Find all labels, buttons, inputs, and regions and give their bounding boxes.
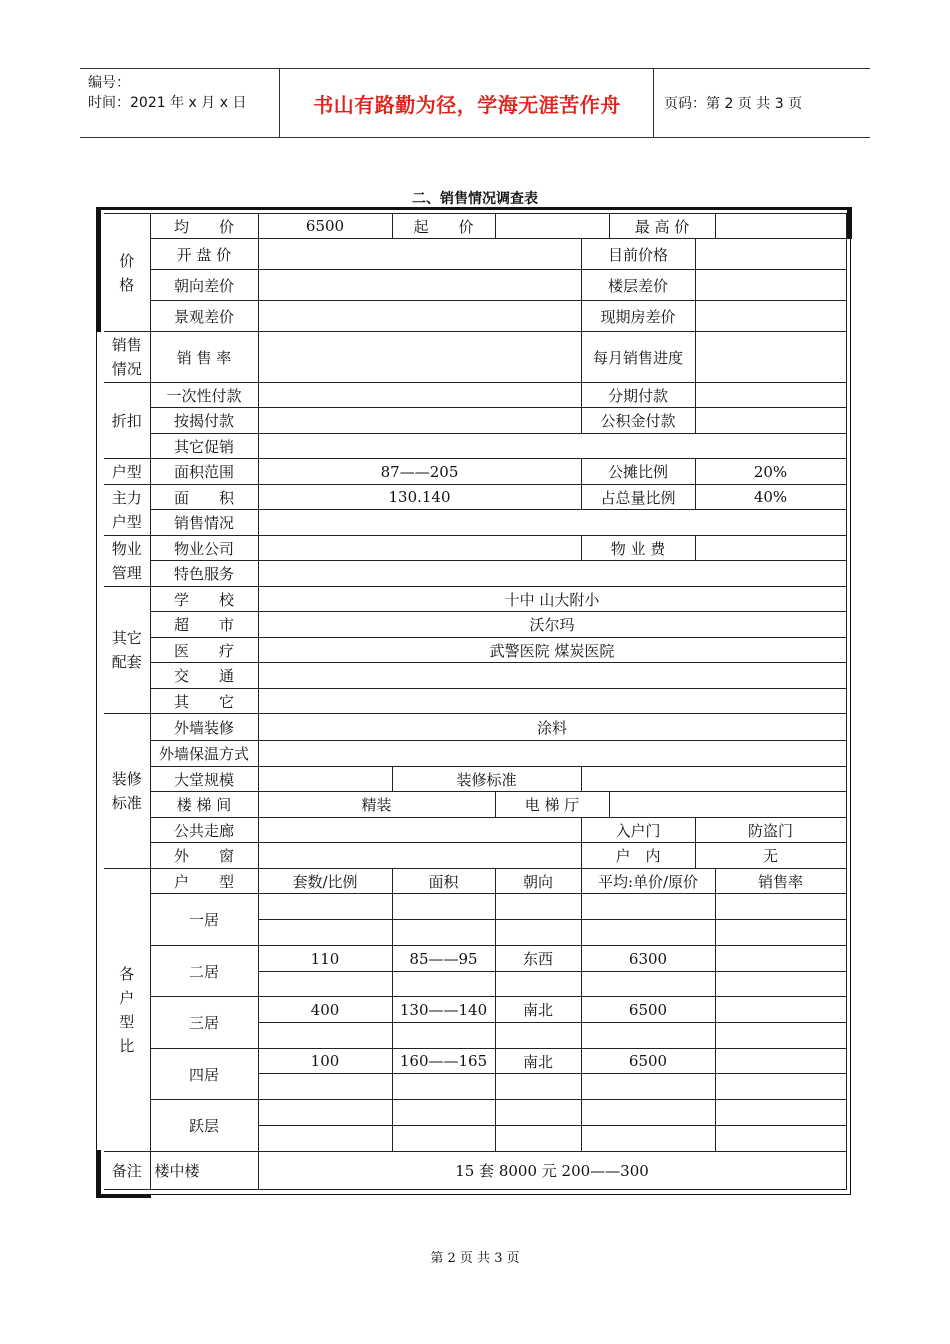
type-count: 400: [258, 997, 392, 1023]
header-motto-cell: [281, 69, 654, 137]
types-col-header: 户 型: [150, 869, 258, 894]
total-ratio-value: 40%: [695, 485, 846, 510]
sales-survey-table: [104, 213, 847, 1190]
decoration-standard-label: 装修标准: [392, 767, 581, 792]
type-price: 6500: [581, 997, 715, 1023]
main-area-value: 130.140: [258, 485, 581, 510]
time-label: 时间：2021 年 x 月 x 日: [88, 95, 247, 111]
type-rate: [715, 1049, 846, 1074]
types-section-label: 各 户 型 比: [104, 869, 150, 1152]
type-rate: [715, 946, 846, 972]
decoration-row-1: [104, 714, 846, 741]
frame-bar-right-top: [847, 207, 852, 239]
property-fee-label: 物 业 费: [581, 536, 695, 561]
lump-sum-label: 一次性付款: [150, 383, 258, 408]
page-header: [80, 68, 870, 138]
property-row-2: [104, 561, 846, 587]
facilities-section-label: 其它 配套: [104, 587, 150, 714]
installment-label: 分期付款: [581, 383, 695, 408]
property-row-1: [104, 536, 846, 561]
frame-bar-top: [96, 207, 851, 210]
facility-label: 交 通: [150, 663, 258, 689]
types-col-header: 平均:单价/原价: [581, 869, 715, 894]
type-row: [104, 1100, 846, 1126]
area-range-value: 87——205: [258, 459, 581, 485]
open-price-label: 开 盘 价: [150, 239, 258, 270]
type-row: [104, 1049, 846, 1074]
price-row-4: [104, 301, 846, 332]
type-row: [104, 946, 846, 972]
decoration-section-label: 装修 标准: [104, 714, 150, 869]
frame-bar-left-top: [96, 207, 101, 332]
property-section-label: 物业 管理: [104, 536, 150, 587]
view-price-value: [258, 301, 581, 332]
discount-row-3: [104, 434, 846, 459]
sales-rate-value: [258, 332, 581, 383]
type-count: [258, 1100, 392, 1126]
types-header-row: [104, 869, 846, 894]
facility-label: 其 它: [150, 689, 258, 714]
main-sales-label: 销售情况: [150, 510, 258, 536]
avg-price-label: 均 价: [150, 214, 258, 239]
type-price: 6300: [581, 946, 715, 972]
mortgage-value: [258, 408, 581, 434]
price-section-label: 价 格: [104, 214, 150, 332]
type-row: [104, 997, 846, 1023]
type-count: [258, 894, 392, 920]
type-area: [392, 894, 495, 920]
sales-section-label: 销售 情况: [104, 332, 150, 383]
stairwell-label: 楼 梯 间: [150, 792, 258, 818]
fund-label: 公积金付款: [581, 408, 695, 434]
facility-value: 武警医院 煤炭医院: [258, 638, 846, 663]
types-col-header: 面积: [392, 869, 495, 894]
other-promo-value: [258, 434, 846, 459]
facility-label: 超 市: [150, 612, 258, 638]
type-orient: 南北: [495, 997, 581, 1023]
floor-price-label: 楼层差价: [581, 270, 695, 301]
type-orient: 南北: [495, 1049, 581, 1074]
indoor-value: 无: [695, 843, 846, 869]
main-type-section-label: 主力 户型: [104, 485, 150, 536]
frame-bar-bottom: [96, 1194, 151, 1198]
avg-price-value: 6500: [258, 214, 392, 239]
window-label: 外 窗: [150, 843, 258, 869]
facility-row: [104, 638, 846, 663]
decoration-row-3: [104, 767, 846, 792]
type-area: 160——165: [392, 1049, 495, 1074]
orient-price-value: [258, 270, 581, 301]
start-price-label: 起 价: [392, 214, 495, 239]
facility-row: [104, 689, 846, 714]
facility-row: [104, 663, 846, 689]
type-area: 85——95: [392, 946, 495, 972]
decoration-row-6: [104, 843, 846, 869]
unit-type-section-label: 户型: [104, 459, 150, 485]
property-company-value: [258, 536, 581, 561]
discount-section-label: 折扣: [104, 383, 150, 459]
main-area-label: 面 积: [150, 485, 258, 510]
type-rate: [715, 997, 846, 1023]
page-footer: 第 2 页 共 3 页: [430, 1251, 520, 1266]
decoration-standard-value: [581, 767, 846, 792]
type-count: 110: [258, 946, 392, 972]
remarks-section-label: 备注: [104, 1152, 150, 1190]
facility-value: [258, 689, 846, 714]
type-name: 四居: [150, 1049, 258, 1100]
decoration-row-2: [104, 741, 846, 767]
property-fee-value: [695, 536, 846, 561]
indoor-label: 户 内: [581, 843, 695, 869]
entry-door-label: 入户门: [581, 818, 695, 843]
orient-price-label: 朝向差价: [150, 270, 258, 301]
wall-finish-value: 涂料: [258, 714, 846, 741]
type-orient: [495, 1100, 581, 1126]
corridor-value: [258, 818, 581, 843]
corridor-label: 公共走廊: [150, 818, 258, 843]
elevator-hall-label: 电 梯 厅: [495, 792, 609, 818]
facility-row: [104, 587, 846, 612]
lobby-label: 大堂规模: [150, 767, 258, 792]
property-company-label: 物业公司: [150, 536, 258, 561]
lump-sum-value: [258, 383, 581, 408]
type-orient: [495, 894, 581, 920]
number-label: 编号：: [88, 75, 130, 91]
unit-type-row: [104, 459, 846, 485]
fund-value: [695, 408, 846, 434]
special-service-label: 特色服务: [150, 561, 258, 587]
types-col-header: 朝向: [495, 869, 581, 894]
type-name: 二居: [150, 946, 258, 997]
facility-value: 沃尔玛: [258, 612, 846, 638]
entry-door-value: 防盗门: [695, 818, 846, 843]
decoration-row-5: [104, 818, 846, 843]
other-promo-label: 其它促销: [150, 434, 258, 459]
facility-label: 学 校: [150, 587, 258, 612]
mortgage-label: 按揭付款: [150, 408, 258, 434]
frame-bar-left-bottom: [96, 1150, 101, 1198]
insulation-value: [258, 741, 846, 767]
max-price-label: 最 高 价: [609, 214, 715, 239]
types-col-header: 套数/比例: [258, 869, 392, 894]
total-ratio-label: 占总量比例: [581, 485, 695, 510]
remarks-label: 楼中楼: [150, 1152, 258, 1190]
main-sales-value: [258, 510, 846, 536]
view-price-label: 景观差价: [150, 301, 258, 332]
window-value: [258, 843, 581, 869]
type-rate: [715, 1100, 846, 1126]
table-title: 二、销售情况调查表: [412, 191, 538, 207]
motto: 书山有路勤为径，学海无涯苦作舟: [313, 92, 621, 117]
area-range-label: 面积范围: [150, 459, 258, 485]
price-row-2: [104, 239, 846, 270]
type-rate: [715, 894, 846, 920]
decoration-row-4: [104, 792, 846, 818]
type-name: 跃层: [150, 1100, 258, 1152]
share-ratio-value: 20%: [695, 459, 846, 485]
facility-value: [258, 663, 846, 689]
remarks-value: 15 套 8000 元 200——300: [258, 1152, 846, 1190]
type-orient: 东西: [495, 946, 581, 972]
remarks-row: [104, 1152, 846, 1190]
main-type-row-1: [104, 485, 846, 510]
current-price-label: 目前价格: [581, 239, 695, 270]
type-price: [581, 894, 715, 920]
facility-label: 医 疗: [150, 638, 258, 663]
installment-value: [695, 383, 846, 408]
type-price: 6500: [581, 1049, 715, 1074]
facility-row: [104, 612, 846, 638]
page-info: 页码：第 2 页 共 3 页: [664, 96, 803, 112]
discount-row-1: [104, 383, 846, 408]
discount-row-2: [104, 408, 846, 434]
stairwell-value: 精装: [258, 792, 495, 818]
sales-rate-label: 销 售 率: [150, 332, 258, 383]
elevator-hall-value: [609, 792, 846, 818]
spot-price-label: 现期房差价: [581, 301, 695, 332]
insulation-label: 外墙保温方式: [150, 741, 258, 767]
share-ratio-label: 公摊比例: [581, 459, 695, 485]
facility-value: 十中 山大附小: [258, 587, 846, 612]
special-service-value: [258, 561, 846, 587]
max-price-value: [715, 214, 846, 239]
monthly-progress-value: [695, 332, 846, 383]
type-count: 100: [258, 1049, 392, 1074]
open-price-value: [258, 239, 581, 270]
type-row: [104, 894, 846, 920]
price-row-3: [104, 270, 846, 301]
type-name: 三居: [150, 997, 258, 1049]
type-price: [581, 1100, 715, 1126]
type-area: 130——140: [392, 997, 495, 1023]
sales-row: [104, 332, 846, 383]
lobby-value: [258, 767, 392, 792]
start-price-value: [495, 214, 609, 239]
price-row-1: [104, 214, 846, 239]
spot-price-value: [695, 301, 846, 332]
main-type-row-2: [104, 510, 846, 536]
current-price-value: [695, 239, 846, 270]
wall-finish-label: 外墙装修: [150, 714, 258, 741]
type-name: 一居: [150, 894, 258, 946]
types-col-header: 销售率: [715, 869, 846, 894]
header-meta: [80, 69, 280, 137]
type-area: [392, 1100, 495, 1126]
floor-price-value: [695, 270, 846, 301]
monthly-progress-label: 每月销售进度: [581, 332, 695, 383]
